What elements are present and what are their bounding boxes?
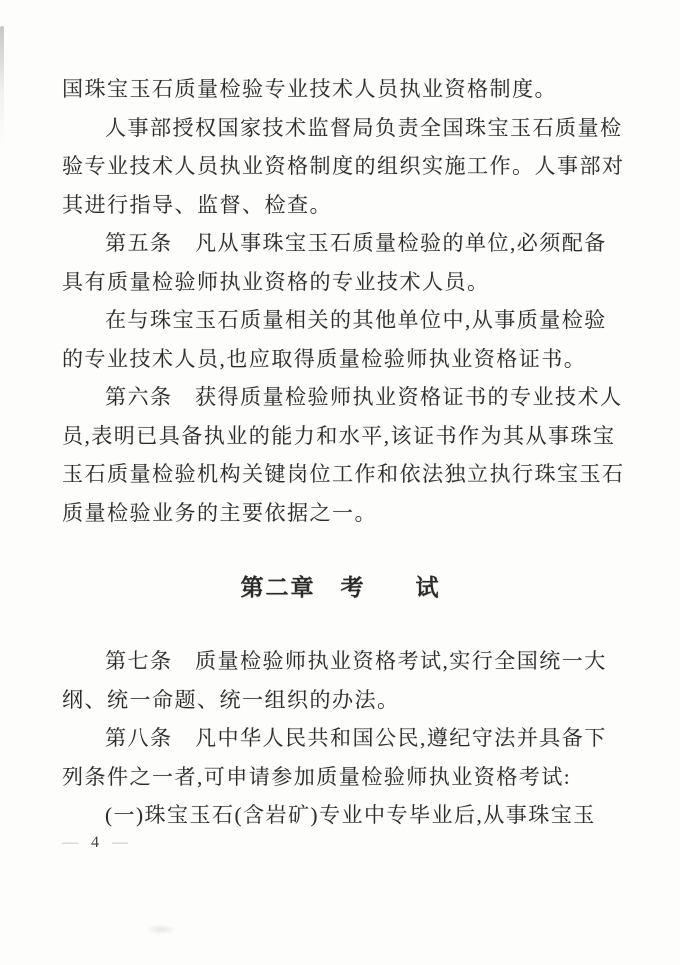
text-line: 第五条 凡从事珠宝玉石质量检验的单位,必须配备	[105, 231, 607, 255]
text-line: 玉石质量检验机构关键岗位工作和依法独立执行珠宝玉石	[62, 462, 625, 486]
text-line: 的专业技术人员,也应取得质量检验师执业资格证书。	[62, 346, 587, 371]
text-line: 列条件之一者,可申请参加质量检验师执业资格考试:	[62, 764, 572, 789]
page-number-dash-right: —	[112, 834, 128, 851]
page-number-value: 4	[91, 834, 99, 851]
text-line: 员,表明已具备执业的能力和水平,该证书作为其从事珠宝	[62, 423, 616, 448]
text-line: 第六条 获得质量检验师执业资格证书的专业技术人	[105, 385, 623, 409]
text-line: 在与珠宝玉石质量相关的其他单位中,从事质量检验	[105, 308, 607, 332]
text-line: 国珠宝玉石质量检验专业技术人员执业资格制度。	[62, 77, 557, 101]
scan-edge-smudge	[0, 26, 4, 144]
text-line: 验专业技术人员执业资格制度的组织实施工作。人事部对	[62, 154, 625, 178]
text-line: 第七条 质量检验师执业资格考试,实行全国统一大	[105, 649, 607, 673]
scan-noise-speck	[146, 924, 176, 935]
text-line: 纲、统一命题、统一组织的办法。	[62, 687, 400, 712]
text-line: (一)珠宝玉石(含岩矿)专业中专毕业后,从事珠宝玉	[105, 803, 596, 827]
page-number	[62, 833, 128, 853]
paragraphs-after-heading	[62, 642, 619, 835]
text-line: 第八条 凡中华人民共和国公民,遵纪守法并具备下	[105, 726, 607, 750]
text-line: 具有质量检验师执业资格的专业技术人员。	[62, 269, 490, 294]
chapter-heading: 第二章 考 试	[240, 575, 441, 600]
paragraphs-before-heading	[62, 70, 625, 532]
page-number-dash-left: —	[62, 834, 78, 851]
text-line: 质量检验业务的主要依据之一。	[62, 500, 377, 525]
text-line: 人事部授权国家技术监督局负责全国珠宝玉石质量检	[105, 115, 623, 140]
text-column	[62, 70, 625, 835]
text-line: 其进行指导、监督、检查。	[62, 192, 332, 217]
